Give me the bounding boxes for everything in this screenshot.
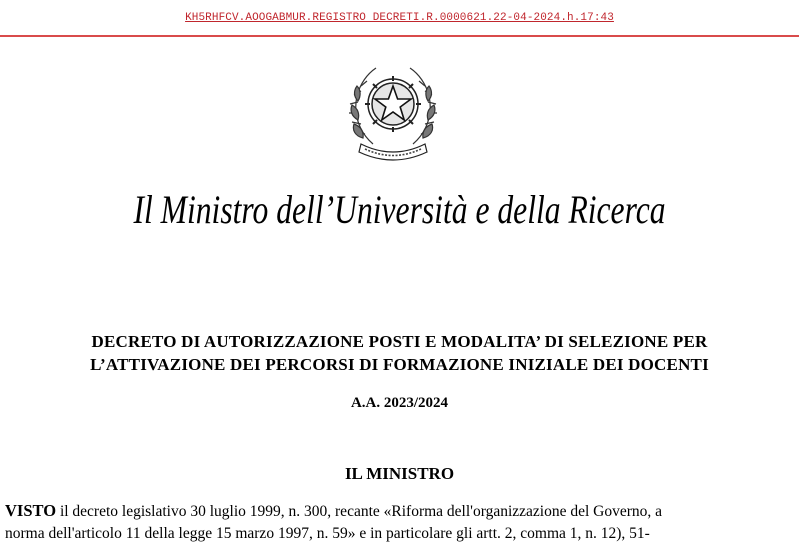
decree-heading (0, 330, 799, 376)
decree-heading-line-1: DECRETO DI AUTORIZZAZIONE POSTI E MODALITA’ DI SELEZIONE PER (91, 332, 708, 351)
body-line-1-text: il decreto legislativo 30 luglio 1999, n. 300, recante «Riforma dell'organizzazione del Governo, a (56, 503, 663, 520)
decree-heading-line-2: L’ATTIVAZIONE DEI PERCORSI DI FORMAZIONE INIZIALE DEI DOCENTI (90, 355, 709, 374)
body-line-1 (5, 500, 794, 523)
academic-year: A.A. 2023/2024 (350, 395, 449, 411)
body-paragraph (5, 500, 794, 543)
protocol-header (0, 0, 799, 37)
section-heading: IL MINISTRO (344, 464, 455, 483)
lead-word: VISTO (5, 501, 57, 520)
body-line-2: norma dell'articolo 11 della legge 15 marzo 1997, n. 59» e in particolare gli artt. 2, comma 1, n. 12), 51- (5, 525, 650, 542)
repubblica-italiana-emblem-icon (343, 52, 443, 162)
protocol-stamp: KH5RHFCV.AOOGABMUR.REGISTRO DECRETI.R.0000621.22-04-2024.h.17:43 (185, 12, 614, 24)
ministry-title: Il Ministro dell’Università e della Ricerca (133, 187, 666, 232)
